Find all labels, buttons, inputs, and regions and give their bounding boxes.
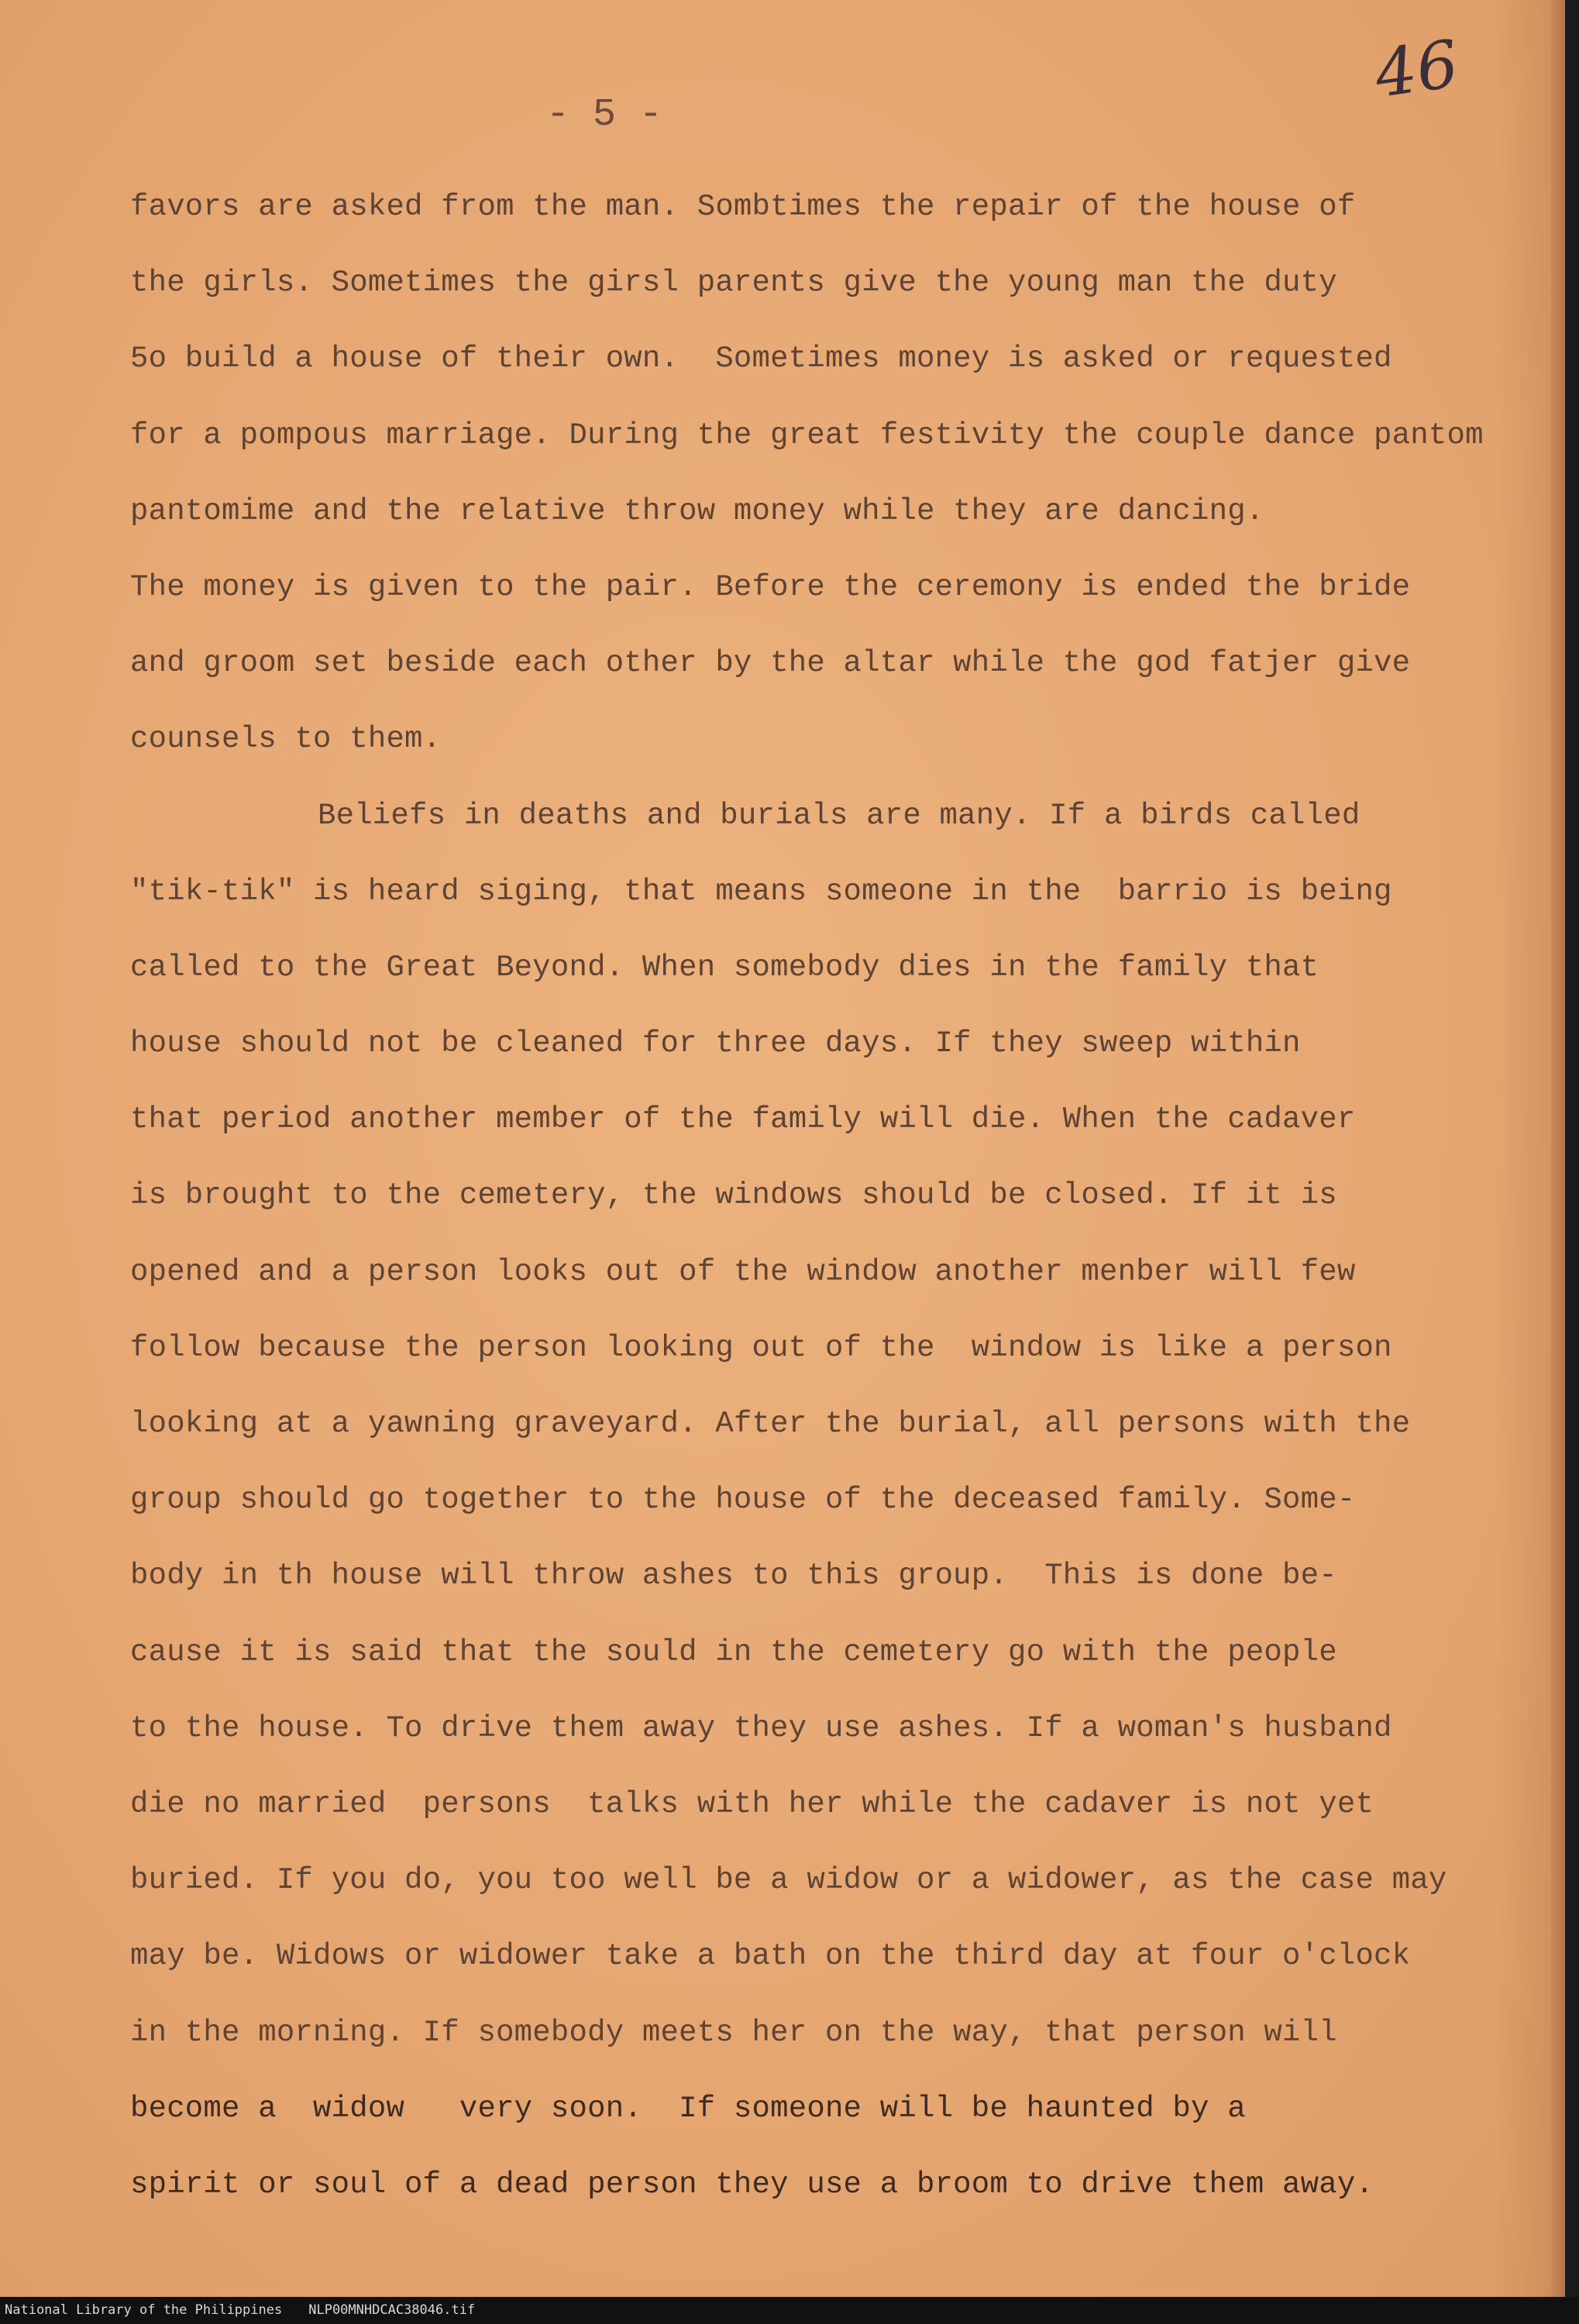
text-line: counsels to them.	[130, 722, 442, 757]
footer-institution: National Library of the Philippines	[5, 2302, 283, 2318]
text-line: follow because the person looking out of the window is like a person	[130, 1330, 1392, 1365]
page-number: - 5 -	[545, 93, 663, 137]
text-line: "tik-tik" is heard siging, that means someone in the barrio is being	[130, 874, 1392, 909]
handwritten-folio-number: 46	[1370, 26, 1464, 112]
text-line: the girls. Sometimes the girsl parents give the young man the duty	[130, 266, 1337, 301]
page-edge	[1551, 0, 1565, 2297]
text-line: looking at a yawning graveyard. After the burial, all persons with the	[130, 1407, 1411, 1441]
text-line: spirit or soul of a dead person they use a broom to drive them away.	[130, 2167, 1374, 2202]
text-line: cause it is said that the sould in the cemetery go with the people	[130, 1635, 1337, 1669]
text-line: in the morning. If somebody meets her on the way, that person will	[130, 2015, 1337, 2050]
text-line: die no married persons talks with her while the cadaver is not yet	[130, 1786, 1374, 1821]
text-line: is brought to the cemetery, the windows should be closed. If it is	[130, 1178, 1337, 1213]
text-line: house should not be cleaned for three days. If they sweep within	[130, 1026, 1301, 1061]
paragraph-first-line: Beliefs in deaths and burials are many. If a birds called	[318, 798, 1361, 833]
text-line: become a widow very soon. If someone will be haunted by a	[130, 2091, 1246, 2126]
text-line: and groom set beside each other by the altar while the god fatjer give	[130, 646, 1411, 681]
text-line: buried. If you do, you too well be a widow or a widower, as the case may	[130, 1863, 1447, 1898]
text-line: may be. Widows or widower take a bath on the third day at four o'clock	[130, 1939, 1411, 1974]
text-line: opened and a person looks out of the window another menber will few	[130, 1254, 1356, 1289]
text-line: 5o build a house of their own. Sometimes money is asked or requested	[130, 342, 1392, 376]
text-line: pantomime and the relative throw money while they are dancing.	[130, 493, 1264, 528]
text-line: group should go together to the house of the deceased family. Some-	[130, 1483, 1356, 1518]
text-line: that period another member of the family will die. When the cadaver	[130, 1102, 1356, 1137]
text-line: body in th house will throw ashes to this group. This is done be-	[130, 1559, 1337, 1593]
text-line: The money is given to the pair. Before the ceremony is ended the bride	[130, 569, 1411, 604]
footer-file-id: NLP00MNHDCAC38046.tif	[308, 2302, 476, 2318]
text-line: for a pompous marriage. During the great festivity the couple dance pantom	[130, 418, 1484, 452]
text-line: to the house. To drive them away they use ashes. If a woman's husband	[130, 1710, 1392, 1745]
text-line: called to the Great Beyond. When somebody dies in the family that	[130, 950, 1319, 985]
scan-footer	[0, 2297, 1579, 2324]
text-line: favors are asked from the man. Sombtimes the repair of the house of	[130, 190, 1356, 224]
typewritten-body	[130, 169, 1540, 2223]
